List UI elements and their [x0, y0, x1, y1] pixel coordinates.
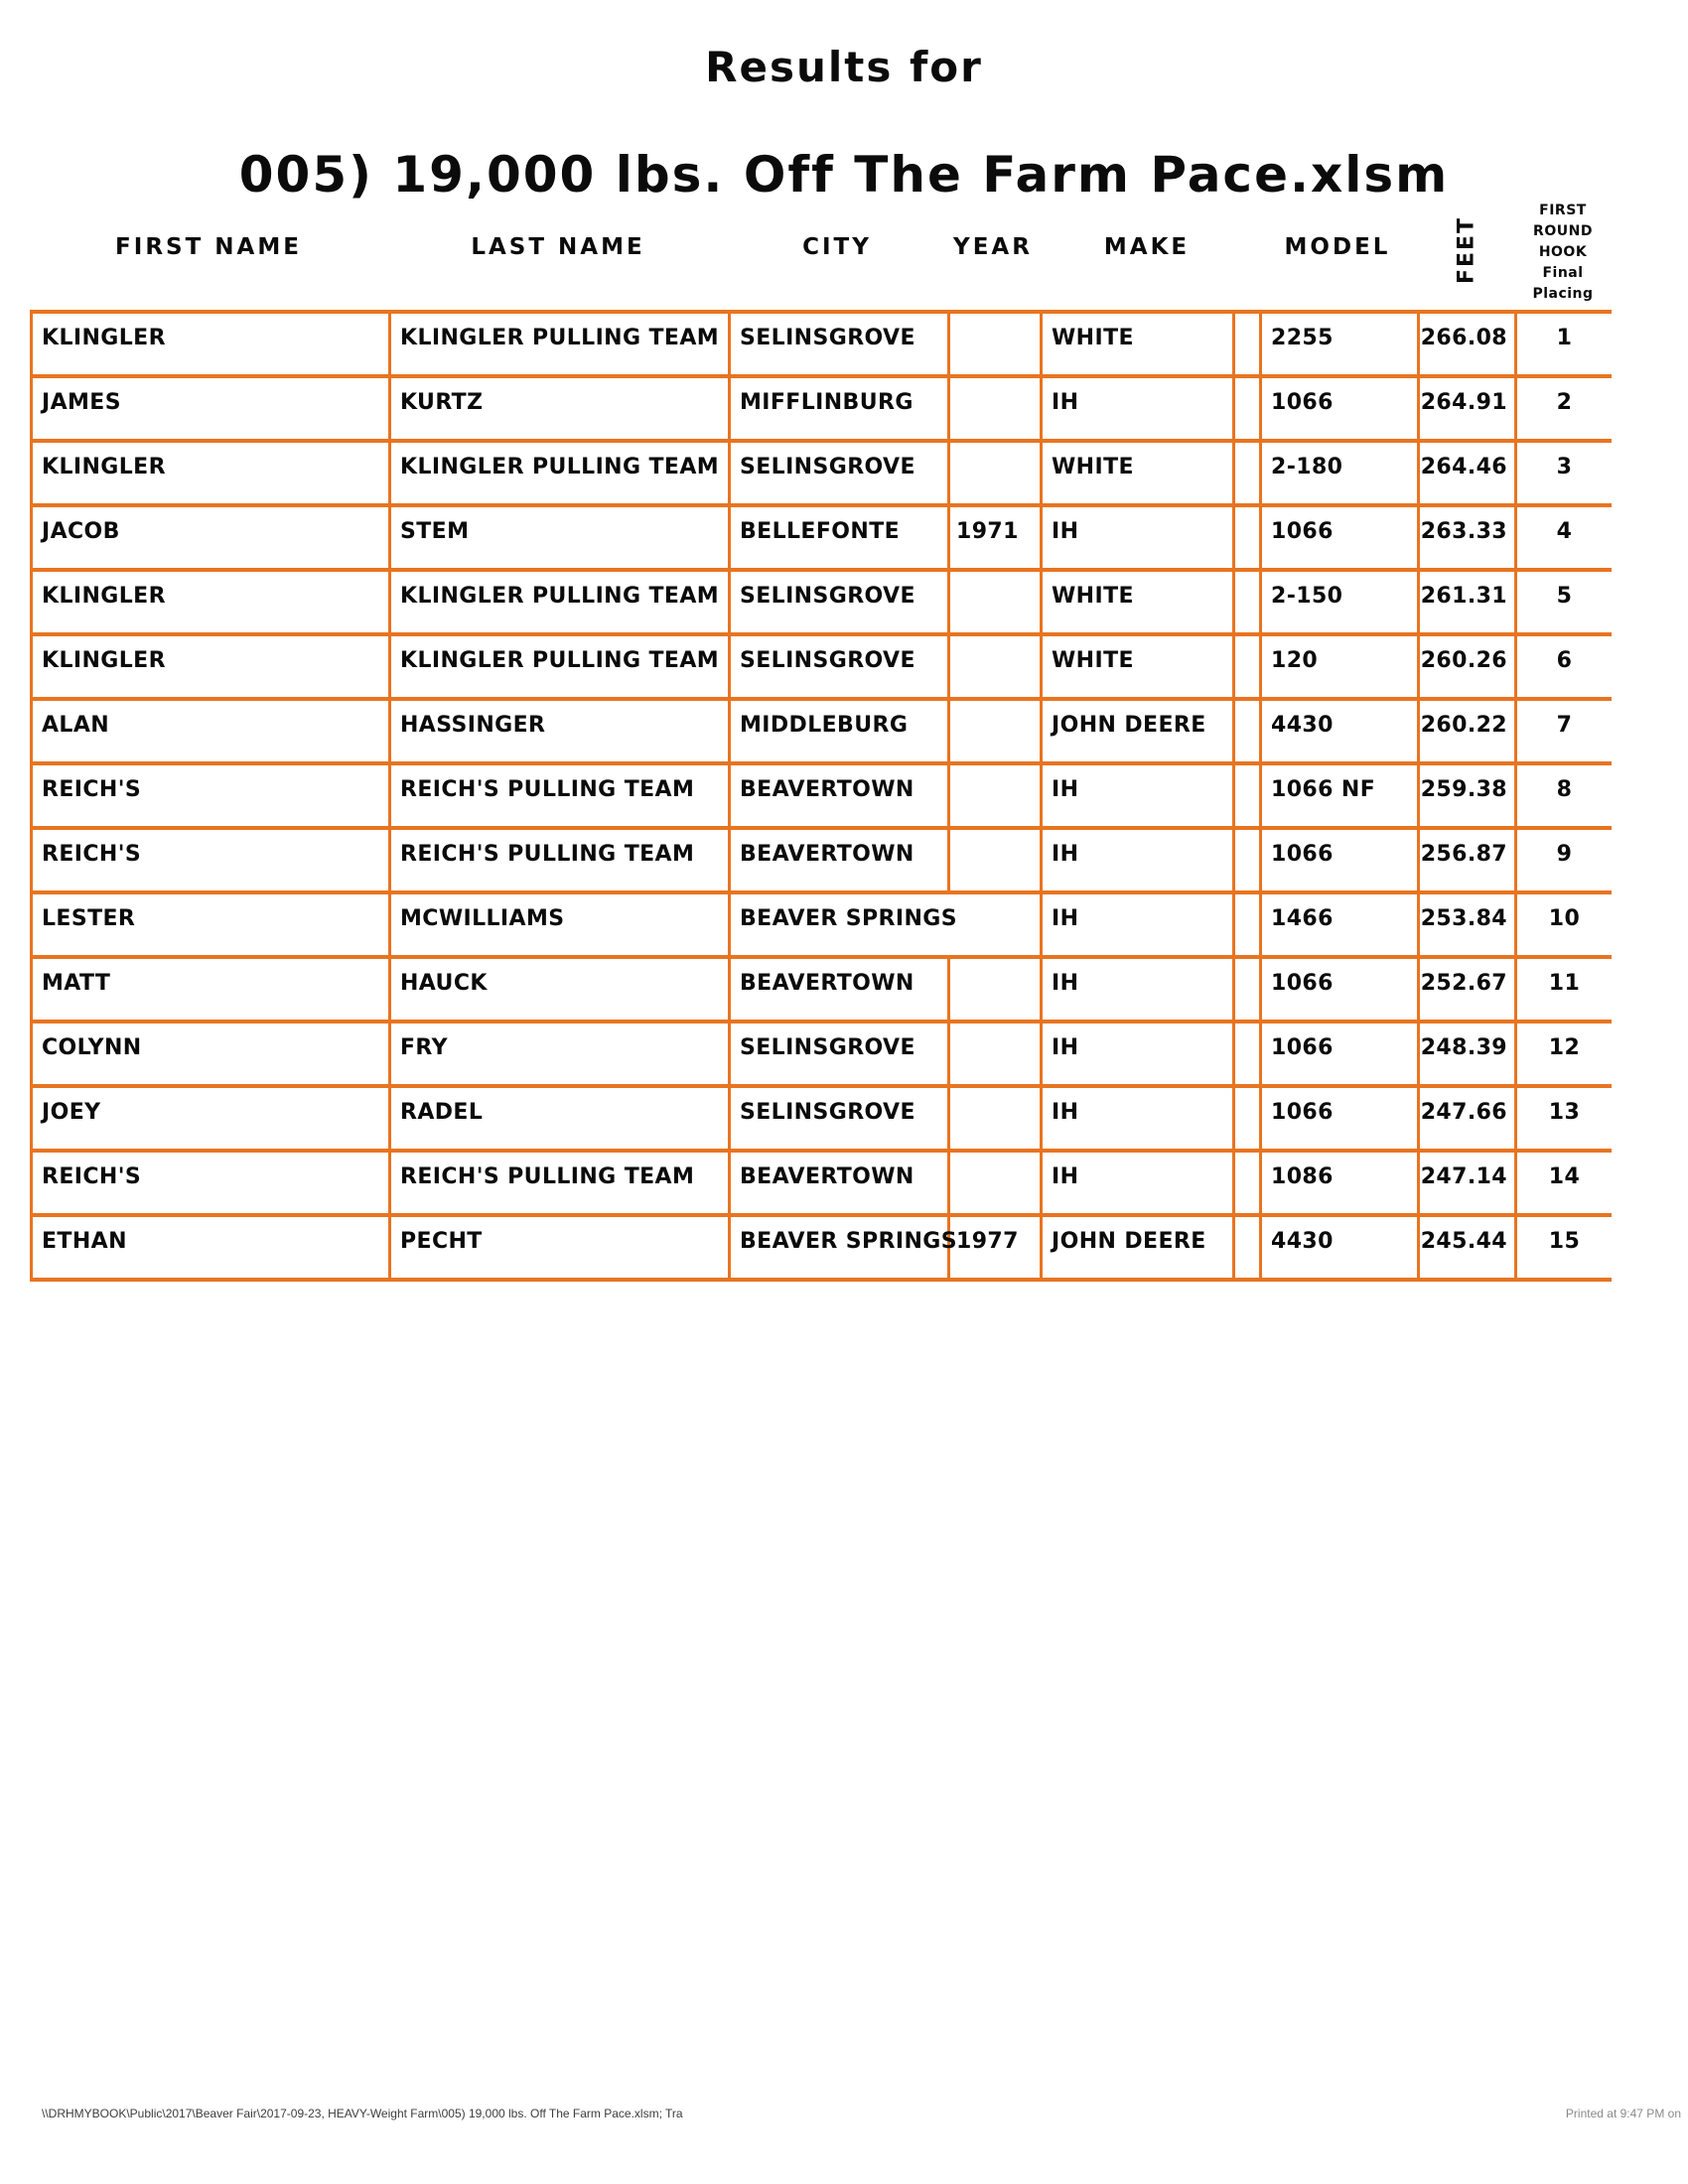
cell-make: IH: [1043, 765, 1235, 826]
col-header-feet: FEET: [1454, 215, 1479, 285]
placing-header-line: ROUND: [1533, 223, 1593, 239]
cell-feet: 253.84: [1420, 894, 1517, 955]
cell-city: MIDDLEBURG: [731, 701, 950, 761]
col-header-first-name: FIRST NAME: [115, 234, 302, 260]
cell-make: WHITE: [1043, 572, 1235, 632]
cell-model: 1066 NF: [1259, 765, 1420, 826]
cell-placing: 7: [1556, 713, 1573, 738]
cell-year: [950, 1024, 1043, 1084]
cell-first-name: JOEY: [30, 1088, 391, 1149]
cell-city: SELINSGROVE: [731, 1024, 950, 1084]
cell-placing: 13: [1548, 1100, 1581, 1125]
table-row: [30, 310, 1612, 374]
cell-first-name: JAMES: [30, 378, 391, 439]
cell-city: BEAVERTOWN: [731, 1153, 950, 1213]
cell-make: WHITE: [1043, 443, 1235, 503]
table-row: [30, 955, 1612, 1020]
cell-model: 4430: [1259, 1217, 1420, 1278]
cell-first-name: KLINGLER: [30, 636, 391, 697]
cell-model: 1086: [1259, 1153, 1420, 1213]
cell-city: BEAVERTOWN: [731, 830, 950, 890]
footer-printed-stamp: Printed at 9:47 PM on: [1565, 2107, 1681, 2120]
cell-make: IH: [1043, 959, 1235, 1020]
cell-year: [950, 443, 1043, 503]
cell-model: 1066: [1259, 507, 1420, 568]
file-title: 005) 19,000 lbs. Off The Farm Pace.xlsm: [238, 146, 1450, 204]
cell-model: 1066: [1259, 1088, 1420, 1149]
cell-model: 1466: [1259, 894, 1420, 955]
cell-feet: 256.87: [1420, 830, 1517, 890]
cell-make: IH: [1043, 1088, 1235, 1149]
cell-year: [950, 830, 1043, 890]
cell-feet: 264.91: [1420, 378, 1517, 439]
cell-feet: 248.39: [1420, 1024, 1517, 1084]
cell-year: [950, 959, 1043, 1020]
cell-city: BEAVERTOWN: [731, 959, 950, 1020]
cell-placing: 5: [1556, 584, 1573, 609]
cell-placing: 15: [1548, 1229, 1581, 1254]
cell-city: BEAVER SPRINGS: [731, 894, 1043, 955]
cell-city: SELINSGROVE: [731, 572, 950, 632]
cell-first-name: REICH'S: [30, 765, 391, 826]
cell-city: SELINSGROVE: [731, 443, 950, 503]
cell-year: [950, 636, 1043, 697]
cell-year: [950, 572, 1043, 632]
cell-placing: 2: [1556, 390, 1573, 415]
cell-last-name: PECHT: [391, 1217, 731, 1278]
cell-last-name: HASSINGER: [391, 701, 731, 761]
cell-city: MIFFLINBURG: [731, 378, 950, 439]
cell-city: BEAVER SPRINGS: [731, 1217, 950, 1278]
cell-model: 1066: [1259, 378, 1420, 439]
placing-header-line: FIRST: [1539, 203, 1587, 218]
cell-last-name: KLINGLER PULLING TEAM: [391, 314, 731, 374]
placing-header-line: Placing: [1532, 286, 1594, 302]
table-row: [30, 632, 1612, 697]
table-row: [30, 1149, 1612, 1213]
table-row: [30, 374, 1612, 439]
cell-placing: 9: [1556, 842, 1573, 867]
cell-placing: 11: [1548, 971, 1581, 996]
cell-year: [950, 701, 1043, 761]
cell-feet: 245.44: [1420, 1217, 1517, 1278]
cell-city: SELINSGROVE: [731, 314, 950, 374]
cell-year: [950, 314, 1043, 374]
cell-last-name: KLINGLER PULLING TEAM: [391, 636, 731, 697]
cell-city: BEAVERTOWN: [731, 765, 950, 826]
cell-last-name: KLINGLER PULLING TEAM: [391, 443, 731, 503]
cell-first-name: KLINGLER: [30, 572, 391, 632]
table-row: [30, 1020, 1612, 1084]
cell-last-name: FRY: [391, 1024, 731, 1084]
col-header-year: YEAR: [953, 234, 1033, 260]
table-row: [30, 826, 1612, 890]
cell-last-name: STEM: [391, 507, 731, 568]
cell-feet: 263.33: [1420, 507, 1517, 568]
cell-city: BELLEFONTE: [731, 507, 950, 568]
cell-city: SELINSGROVE: [731, 636, 950, 697]
cell-first-name: KLINGLER: [30, 314, 391, 374]
cell-placing: 1: [1556, 326, 1573, 350]
col-header-make: MAKE: [1103, 234, 1191, 260]
cell-model: 2255: [1259, 314, 1420, 374]
cell-first-name: COLYNN: [30, 1024, 391, 1084]
col-header-last-name: LAST NAME: [471, 234, 645, 260]
cell-last-name: KLINGLER PULLING TEAM: [391, 572, 731, 632]
cell-make: IH: [1043, 830, 1235, 890]
cell-feet: 260.26: [1420, 636, 1517, 697]
cell-model: 2-180: [1259, 443, 1420, 503]
cell-make: JOHN DEERE: [1043, 1217, 1235, 1278]
table-row: [30, 761, 1612, 826]
cell-first-name: REICH'S: [30, 1153, 391, 1213]
cell-last-name: KURTZ: [391, 378, 731, 439]
cell-year: 1977: [950, 1217, 1043, 1278]
cell-last-name: REICH'S PULLING TEAM: [391, 765, 731, 826]
table-row: [30, 1084, 1612, 1149]
cell-last-name: RADEL: [391, 1088, 731, 1149]
table-row: [30, 890, 1612, 955]
table-row: [30, 503, 1612, 568]
cell-placing: 10: [1548, 906, 1581, 931]
cell-model: 120: [1259, 636, 1420, 697]
cell-make: IH: [1043, 894, 1235, 955]
cell-feet: 260.22: [1420, 701, 1517, 761]
cell-year: [950, 765, 1043, 826]
cell-last-name: REICH'S PULLING TEAM: [391, 830, 731, 890]
col-header-placing: [1515, 201, 1611, 305]
cell-year: [950, 1153, 1043, 1213]
table-row: [30, 697, 1612, 761]
cell-placing: 3: [1556, 455, 1573, 479]
cell-model: 4430: [1259, 701, 1420, 761]
cell-first-name: ETHAN: [30, 1217, 391, 1278]
cell-first-name: REICH'S: [30, 830, 391, 890]
cell-placing: 6: [1556, 648, 1573, 673]
results-table: [30, 310, 1612, 1282]
cell-model: 1066: [1259, 1024, 1420, 1084]
cell-placing: 8: [1556, 777, 1573, 802]
cell-model: 1066: [1259, 959, 1420, 1020]
cell-last-name: REICH'S PULLING TEAM: [391, 1153, 731, 1213]
cell-feet: 259.38: [1420, 765, 1517, 826]
cell-year: 1971: [950, 507, 1043, 568]
cell-feet: 266.08: [1420, 314, 1517, 374]
page-title: Results for: [705, 43, 983, 91]
cell-year: [950, 378, 1043, 439]
col-header-model: MODEL: [1284, 234, 1391, 260]
cell-first-name: ALAN: [30, 701, 391, 761]
cell-last-name: HAUCK: [391, 959, 731, 1020]
cell-make: IH: [1043, 1153, 1235, 1213]
placing-header-line: HOOK: [1538, 244, 1588, 260]
cell-feet: 264.46: [1420, 443, 1517, 503]
placing-header-line: Final: [1542, 265, 1584, 281]
cell-placing: 12: [1548, 1035, 1581, 1060]
cell-feet: 247.66: [1420, 1088, 1517, 1149]
cell-model: 2-150: [1259, 572, 1420, 632]
cell-model: 1066: [1259, 830, 1420, 890]
table-row: [30, 568, 1612, 632]
cell-first-name: JACOB: [30, 507, 391, 568]
cell-first-name: MATT: [30, 959, 391, 1020]
cell-feet: 252.67: [1420, 959, 1517, 1020]
cell-make: IH: [1043, 378, 1235, 439]
cell-make: IH: [1043, 1024, 1235, 1084]
table-row: [30, 1213, 1612, 1278]
table-row: [30, 439, 1612, 503]
cell-make: WHITE: [1043, 314, 1235, 374]
cell-year: [950, 1088, 1043, 1149]
cell-make: IH: [1043, 507, 1235, 568]
cell-feet: 261.31: [1420, 572, 1517, 632]
cell-first-name: LESTER: [30, 894, 391, 955]
cell-feet: 247.14: [1420, 1153, 1517, 1213]
cell-first-name: KLINGLER: [30, 443, 391, 503]
footer-file-path: \\DRHMYBOOK\Public\2017\Beaver Fair\2017-09-23, HEAVY-Weight Farm\005) 19,000 lbs. Off The Farm Pace.xlsm; Tra: [42, 2107, 683, 2120]
cell-make: JOHN DEERE: [1043, 701, 1235, 761]
cell-make: WHITE: [1043, 636, 1235, 697]
col-header-city: CITY: [802, 234, 872, 260]
cell-placing: 4: [1556, 519, 1573, 544]
cell-city: SELINSGROVE: [731, 1088, 950, 1149]
cell-last-name: MCWILLIAMS: [391, 894, 731, 955]
cell-placing: 14: [1548, 1164, 1581, 1189]
